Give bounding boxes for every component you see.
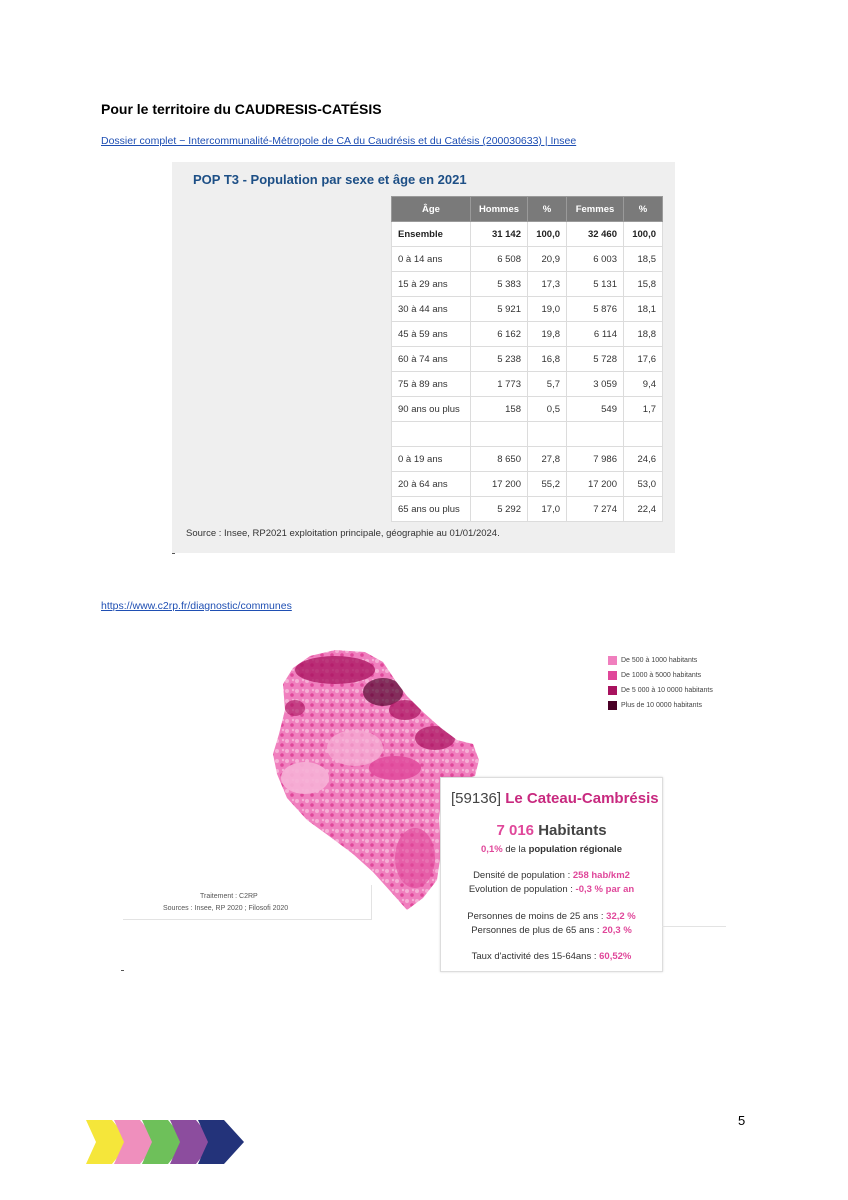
age-cell: 20 à 64 ans xyxy=(392,472,471,497)
table-row-total xyxy=(392,222,663,247)
legend-item xyxy=(608,668,713,683)
value-cell: 100,0 xyxy=(624,222,663,247)
table-body xyxy=(392,222,663,522)
inhabitants-label: Habitants xyxy=(538,822,607,839)
value-cell: 24,6 xyxy=(624,447,663,472)
density-value: 258 hab/km2 xyxy=(572,870,630,881)
evolution-value: -0,3 % par an xyxy=(575,884,635,895)
over65-line xyxy=(441,925,662,936)
table-row xyxy=(392,472,663,497)
divider-line xyxy=(662,926,726,927)
activity-line xyxy=(441,951,662,962)
age-cell: 65 ans ou plus xyxy=(392,497,471,522)
value-cell: 18,5 xyxy=(624,247,663,272)
over65-label: Personnes de plus de 65 ans : xyxy=(471,925,600,936)
value-cell: 3 059 xyxy=(567,372,624,397)
logo-arrows xyxy=(86,1118,248,1168)
age-cell: 90 ans ou plus xyxy=(392,397,471,422)
map-credits xyxy=(123,885,372,920)
legend-item xyxy=(608,683,713,698)
section-heading: Pour le territoire du CAUDRESIS-CATÉSIS xyxy=(101,101,382,117)
age-cell: 60 à 74 ans xyxy=(392,347,471,372)
evolution-line xyxy=(441,884,662,895)
share-value: 0,1% xyxy=(481,844,503,855)
legend-label: De 500 à 1000 habitants xyxy=(621,657,698,664)
value-cell: 19,0 xyxy=(528,297,567,322)
table-row xyxy=(392,372,663,397)
table-header-row xyxy=(392,197,663,222)
value-cell: 17,3 xyxy=(528,272,567,297)
regional-share xyxy=(441,844,662,855)
value-cell: 22,4 xyxy=(624,497,663,522)
value-cell: 5 292 xyxy=(471,497,528,522)
share-label: population régionale xyxy=(528,844,622,855)
value-cell: 16,8 xyxy=(528,347,567,372)
legend-swatch xyxy=(608,656,617,665)
value-cell: 20,9 xyxy=(528,247,567,272)
value-cell xyxy=(567,422,624,447)
header-women-pct: % xyxy=(624,197,663,222)
value-cell: 17 200 xyxy=(567,472,624,497)
table-row xyxy=(392,447,663,472)
value-cell: 18,1 xyxy=(624,297,663,322)
legend-swatch xyxy=(608,701,617,710)
card-title xyxy=(451,790,659,807)
share-mid: de la xyxy=(505,844,526,855)
value-cell: 15,8 xyxy=(624,272,663,297)
value-cell: 27,8 xyxy=(528,447,567,472)
table-row xyxy=(392,397,663,422)
over65-value: 20,3 % xyxy=(602,925,632,936)
under25-label: Personnes de moins de 25 ans : xyxy=(467,911,604,922)
value-cell xyxy=(471,422,528,447)
commune-name: Le Cateau-Cambrésis xyxy=(505,790,659,807)
header-age: Âge xyxy=(392,197,471,222)
population-table xyxy=(391,196,663,522)
value-cell: 18,8 xyxy=(624,322,663,347)
value-cell: 549 xyxy=(567,397,624,422)
value-cell: 6 003 xyxy=(567,247,624,272)
value-cell: 17 200 xyxy=(471,472,528,497)
age-cell: Ensemble xyxy=(392,222,471,247)
value-cell: 53,0 xyxy=(624,472,663,497)
density-label: Densité de population : xyxy=(473,870,571,881)
treatment-text: Traitement : C2RP xyxy=(200,893,258,900)
table-row xyxy=(392,322,663,347)
legend-swatch xyxy=(608,686,617,695)
value-cell: 17,0 xyxy=(528,497,567,522)
activity-label: Taux d'activité des 15-64ans : xyxy=(471,951,597,962)
value-cell: 1,7 xyxy=(624,397,663,422)
value-cell xyxy=(528,422,567,447)
value-cell: 5 131 xyxy=(567,272,624,297)
age-cell: 45 à 59 ans xyxy=(392,322,471,347)
value-cell: 31 142 xyxy=(471,222,528,247)
map-legend xyxy=(608,653,713,713)
value-cell: 5 876 xyxy=(567,297,624,322)
table-row xyxy=(392,297,663,322)
value-cell: 5,7 xyxy=(528,372,567,397)
value-cell: 158 xyxy=(471,397,528,422)
header-women: Femmes xyxy=(567,197,624,222)
table-row xyxy=(392,497,663,522)
value-cell: 0,5 xyxy=(528,397,567,422)
legend-label: De 5 000 à 10 0000 habitants xyxy=(621,687,713,694)
age-cell: 75 à 89 ans xyxy=(392,372,471,397)
age-cell: 0 à 14 ans xyxy=(392,247,471,272)
legend-item xyxy=(608,698,713,713)
value-cell: 7 986 xyxy=(567,447,624,472)
value-cell: 5 921 xyxy=(471,297,528,322)
activity-value: 60,52% xyxy=(599,951,632,962)
page-number: 5 xyxy=(738,1113,746,1128)
c2rp-link[interactable]: https://www.c2rp.fr/diagnostic/communes xyxy=(101,600,292,612)
value-cell: 5 238 xyxy=(471,347,528,372)
legend-label: Plus de 10 0000 habitants xyxy=(621,702,702,709)
table-row xyxy=(392,272,663,297)
table-row xyxy=(392,422,663,447)
under25-value: 32,2 % xyxy=(606,911,636,922)
table-row xyxy=(392,347,663,372)
header-men-pct: % xyxy=(528,197,567,222)
divider-tick xyxy=(121,970,124,971)
value-cell: 5 383 xyxy=(471,272,528,297)
density-line xyxy=(441,870,662,881)
value-cell: 6 114 xyxy=(567,322,624,347)
age-cell xyxy=(392,422,471,447)
value-cell: 17,6 xyxy=(624,347,663,372)
table-source: Source : Insee, RP2021 exploitation principale, géographie au 01/01/2024. xyxy=(186,528,500,539)
value-cell: 32 460 xyxy=(567,222,624,247)
legend-label: De 1000 à 5000 habitants xyxy=(621,672,702,679)
value-cell: 19,8 xyxy=(528,322,567,347)
value-cell: 1 773 xyxy=(471,372,528,397)
sources-text: Sources : Insee, RP 2020 ; Filosofi 2020 xyxy=(163,905,289,912)
value-cell: 6 162 xyxy=(471,322,528,347)
age-cell: 15 à 29 ans xyxy=(392,272,471,297)
inhabitants-count xyxy=(441,822,662,839)
commune-info-card xyxy=(440,777,663,972)
legend-item xyxy=(608,653,713,668)
value-cell: 6 508 xyxy=(471,247,528,272)
under25-line xyxy=(441,911,662,922)
commune-code: [59136] xyxy=(451,790,502,807)
legend-swatch xyxy=(608,671,617,680)
table-title: POP T3 - Population par sexe et âge en 2021 xyxy=(193,172,467,187)
age-cell: 30 à 44 ans xyxy=(392,297,471,322)
value-cell: 9,4 xyxy=(624,372,663,397)
value-cell: 55,2 xyxy=(528,472,567,497)
insee-table-panel xyxy=(172,162,675,553)
value-cell: 5 728 xyxy=(567,347,624,372)
value-cell: 8 650 xyxy=(471,447,528,472)
table-row xyxy=(392,247,663,272)
evolution-label: Evolution de population : xyxy=(468,884,573,895)
inhabitants-value: 7 016 xyxy=(496,822,535,839)
value-cell xyxy=(624,422,663,447)
divider-tick xyxy=(172,553,175,554)
value-cell: 7 274 xyxy=(567,497,624,522)
insee-dossier-link[interactable]: Dossier complet − Intercommunalité-Métropole de CA du Caudrésis et du Catésis (200030633) | Insee xyxy=(101,135,577,147)
value-cell: 100,0 xyxy=(528,222,567,247)
age-cell: 0 à 19 ans xyxy=(392,447,471,472)
header-men: Hommes xyxy=(471,197,528,222)
